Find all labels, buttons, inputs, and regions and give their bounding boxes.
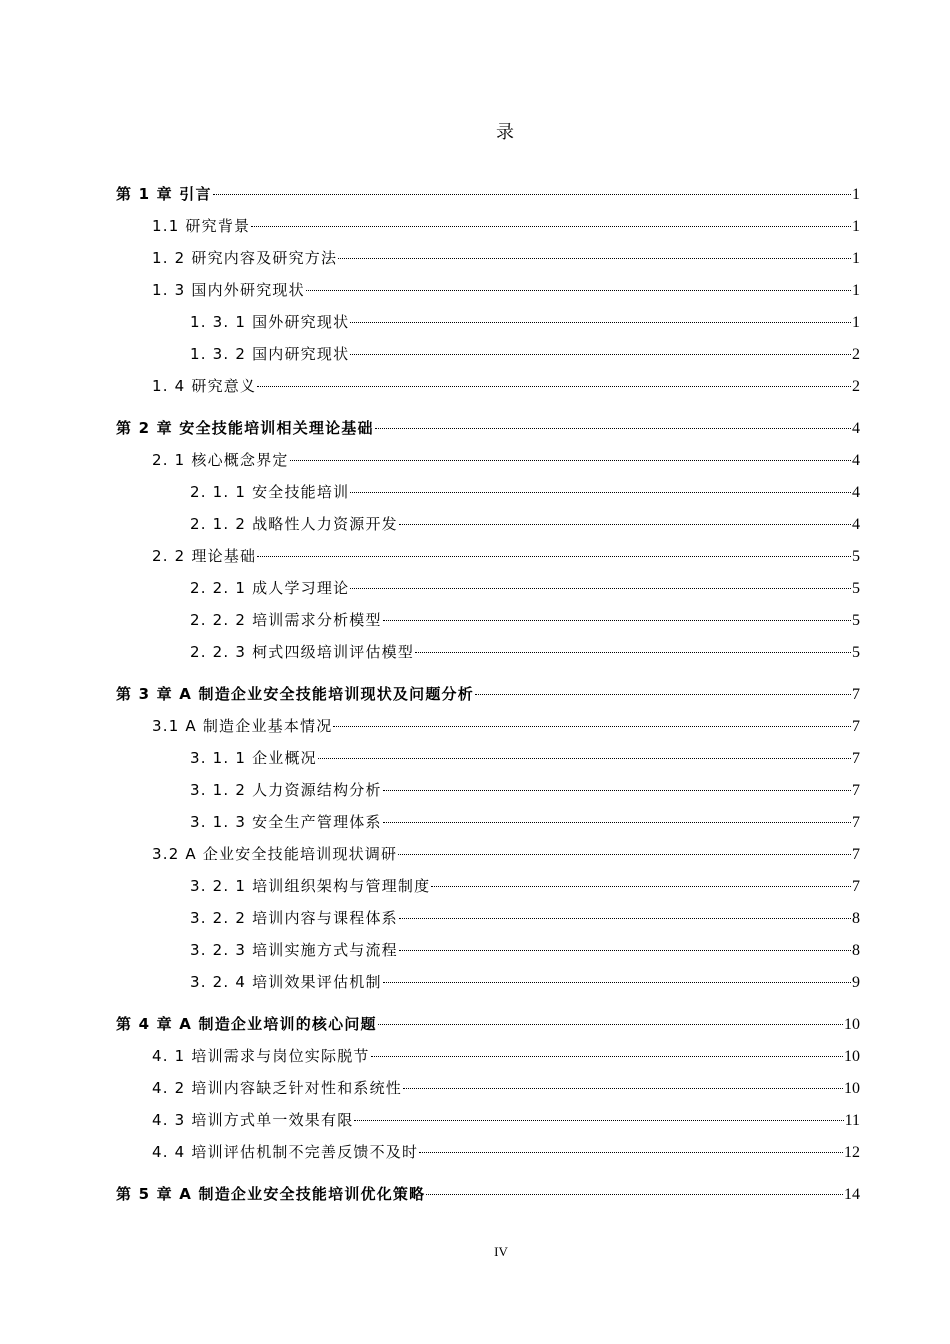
- toc-dot-leader: [475, 694, 851, 695]
- toc-section-entry[interactable]: [152, 278, 860, 302]
- toc-dot-leader: [350, 354, 851, 355]
- toc-dot-leader: [383, 620, 851, 621]
- toc-entry-label: 第 1 章 引言: [116, 185, 212, 203]
- toc-entry-page: 7: [852, 878, 860, 895]
- toc-dot-leader: [333, 726, 851, 727]
- toc-dot-leader: [403, 1088, 843, 1089]
- toc-entry-page: 4: [852, 420, 860, 437]
- toc-section-entry[interactable]: [190, 874, 860, 898]
- toc-entry-label: 4. 4 培训评估机制不完善反馈不及时: [152, 1143, 419, 1161]
- toc-section-entry[interactable]: [190, 938, 860, 962]
- toc-entry-label: 2. 2. 1 成人学习理论: [190, 579, 350, 597]
- toc-dot-leader: [399, 524, 851, 525]
- toc-entry-page: 11: [844, 1112, 860, 1129]
- toc-section-entry[interactable]: [190, 512, 860, 536]
- toc-entry-label: 3. 2. 4 培训效果评估机制: [190, 973, 382, 991]
- toc-entry-label: 1. 4 研究意义: [152, 377, 257, 395]
- toc-section-entry[interactable]: [152, 374, 860, 398]
- toc-dot-leader: [290, 460, 851, 461]
- toc-entry-label: 1. 3. 2 国内研究现状: [190, 345, 350, 363]
- toc-dot-leader: [251, 226, 851, 227]
- toc-section-entry[interactable]: [190, 778, 860, 802]
- toc-entry-label: 3. 2. 2 培训内容与课程体系: [190, 909, 398, 927]
- toc-section-entry[interactable]: [152, 714, 860, 738]
- toc-entry-page: 7: [852, 686, 860, 703]
- toc-entry-page: 8: [852, 910, 860, 927]
- toc-entry-page: 7: [852, 718, 860, 735]
- toc-entry-label: 2. 2 理论基础: [152, 547, 257, 565]
- toc-entry-label: 4. 1 培训需求与岗位实际脱节: [152, 1047, 370, 1065]
- toc-entry-page: 7: [852, 846, 860, 863]
- toc-entry-label: 1.1 研究背景: [152, 217, 251, 235]
- toc-dot-leader: [426, 1194, 843, 1195]
- toc-section-entry[interactable]: [190, 576, 860, 600]
- toc-dot-leader: [398, 854, 851, 855]
- toc-entry-label: 3.2 A 企业安全技能培训现状调研: [152, 845, 398, 863]
- toc-entry-label: 2. 2. 3 柯式四级培训评估模型: [190, 643, 415, 661]
- toc-entry-label: 3. 1. 2 人力资源结构分析: [190, 781, 382, 799]
- toc-dot-leader: [375, 428, 851, 429]
- toc-entry-page: 1: [852, 250, 860, 267]
- toc-entry-page: 7: [852, 814, 860, 831]
- toc-chapter-entry[interactable]: [116, 1182, 860, 1206]
- toc-entry-page: 1: [852, 218, 860, 235]
- toc-section-entry[interactable]: [152, 214, 860, 238]
- toc-entry-label: 1. 3. 1 国外研究现状: [190, 313, 350, 331]
- page-number: IV: [494, 1244, 508, 1259]
- toc-entry-label: 3. 1. 3 安全生产管理体系: [190, 813, 382, 831]
- toc-section-entry[interactable]: [190, 640, 860, 664]
- toc-entry-page: 2: [852, 346, 860, 363]
- toc-entry-page: 4: [852, 516, 860, 533]
- toc-chapter-entry[interactable]: [116, 1012, 860, 1036]
- toc-dot-leader: [213, 194, 851, 195]
- toc-dot-leader: [431, 886, 851, 887]
- toc-dot-leader: [338, 258, 851, 259]
- toc-section-entry[interactable]: [190, 342, 860, 366]
- toc-entry-label: 第 3 章 A 制造企业安全技能培训现状及问题分析: [116, 685, 474, 703]
- toc-entry-page: 10: [844, 1080, 860, 1097]
- toc-section-entry[interactable]: [152, 448, 860, 472]
- toc-section-entry[interactable]: [152, 1140, 860, 1164]
- toc-entry-page: 5: [852, 612, 860, 629]
- toc-section-entry[interactable]: [152, 1044, 860, 1068]
- toc-entry-page: 8: [852, 942, 860, 959]
- toc-entry-page: 1: [852, 186, 860, 203]
- toc-dot-leader: [350, 588, 851, 589]
- toc-entry-label: 4. 3 培训方式单一效果有限: [152, 1111, 354, 1129]
- toc-dot-leader: [383, 790, 851, 791]
- toc-entry-label: 3. 1. 1 企业概况: [190, 749, 317, 767]
- toc-chapter-entry[interactable]: [116, 182, 860, 206]
- toc-dot-leader: [257, 386, 851, 387]
- toc-entry-label: 2. 1. 2 战略性人力资源开发: [190, 515, 398, 533]
- toc-entry-page: 5: [852, 548, 860, 565]
- toc-entry-page: 10: [844, 1048, 860, 1065]
- toc-entry-page: 4: [852, 484, 860, 501]
- toc-entry-page: 1: [852, 282, 860, 299]
- toc-section-entry[interactable]: [190, 608, 860, 632]
- toc-entry-label: 3. 2. 3 培训实施方式与流程: [190, 941, 398, 959]
- toc-entry-page: 5: [852, 580, 860, 597]
- toc-dot-leader: [383, 822, 851, 823]
- toc-entry-label: 第 4 章 A 制造企业培训的核心问题: [116, 1015, 377, 1033]
- toc-entry-page: 7: [852, 750, 860, 767]
- toc-entry-page: 14: [844, 1186, 860, 1203]
- toc-dot-leader: [419, 1152, 843, 1153]
- toc-dot-leader: [318, 758, 851, 759]
- toc-chapter-entry[interactable]: [116, 682, 860, 706]
- toc-dot-leader: [415, 652, 851, 653]
- toc-section-entry[interactable]: [152, 246, 860, 270]
- toc-entry-label: 3. 2. 1 培训组织架构与管理制度: [190, 877, 431, 895]
- toc-section-entry[interactable]: [190, 746, 860, 770]
- toc-section-entry[interactable]: [152, 1076, 860, 1100]
- toc-entry-page: 5: [852, 644, 860, 661]
- toc-entry-label: 1. 3 国内外研究现状: [152, 281, 305, 299]
- toc-entry-label: 3.1 A 制造企业基本情况: [152, 717, 333, 735]
- toc-entry-label: 第 2 章 安全技能培训相关理论基础: [116, 419, 374, 437]
- toc-section-entry[interactable]: [190, 810, 860, 834]
- toc-entry-label: 2. 1 核心概念界定: [152, 451, 289, 469]
- toc-dot-leader: [354, 1120, 843, 1121]
- toc-section-entry[interactable]: [190, 906, 860, 930]
- toc-entry-page: 2: [852, 378, 860, 395]
- toc-entry-label: 第 5 章 A 制造企业安全技能培训优化策略: [116, 1185, 426, 1203]
- toc-dot-leader: [399, 918, 851, 919]
- toc-section-entry[interactable]: [152, 842, 860, 866]
- toc-dot-leader: [306, 290, 851, 291]
- toc-section-entry[interactable]: [152, 1108, 860, 1132]
- toc-entry-page: 12: [844, 1144, 860, 1161]
- toc-section-entry[interactable]: [152, 544, 860, 568]
- toc-entry-label: 2. 1. 1 安全技能培训: [190, 483, 350, 501]
- toc-entry-page: 4: [852, 452, 860, 469]
- toc-entry-page: 7: [852, 782, 860, 799]
- toc-dot-leader: [371, 1056, 843, 1057]
- toc-entry-page: 1: [852, 314, 860, 331]
- toc-dot-leader: [399, 950, 851, 951]
- toc-dot-leader: [378, 1024, 843, 1025]
- toc-dot-leader: [383, 982, 851, 983]
- page-title: 录: [496, 122, 514, 143]
- toc-dot-leader: [257, 556, 851, 557]
- toc-section-entry[interactable]: [190, 310, 860, 334]
- toc-entry-label: 4. 2 培训内容缺乏针对性和系统性: [152, 1079, 402, 1097]
- toc-entry-page: 9: [852, 974, 860, 991]
- toc-section-entry[interactable]: [190, 480, 860, 504]
- toc-entry-page: 10: [844, 1016, 860, 1033]
- toc-entry-label: 2. 2. 2 培训需求分析模型: [190, 611, 382, 629]
- toc-dot-leader: [350, 322, 851, 323]
- toc-dot-leader: [350, 492, 851, 493]
- toc-section-entry[interactable]: [190, 970, 860, 994]
- toc-entry-label: 1. 2 研究内容及研究方法: [152, 249, 338, 267]
- toc-chapter-entry[interactable]: [116, 416, 860, 440]
